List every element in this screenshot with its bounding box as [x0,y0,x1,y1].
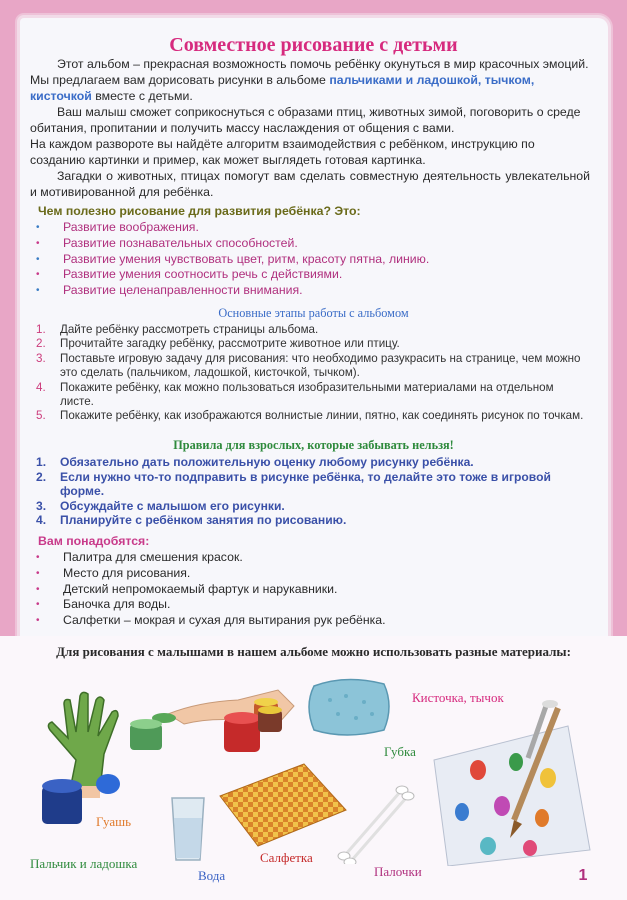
list-item [36,337,586,351]
label-sticks: Палочки [374,864,422,879]
list-item: • Развитие познавательных способностей. [36,236,429,252]
intro-paragraph-2: Ваш малыш сможет соприкоснуться с образами птиц, животных зимой, поговорить о среде обитания, пропитании и получить массу наслаждения от общения с вами. [30,105,581,135]
item-text: Поставьте игровую задачу для рисования: что необходимо разукрасить на странице, чем можно это сделать (пальчиком, ладошкой, кисточкой, тычком). [60,351,581,380]
item-number: 4. [36,513,47,528]
item-text: Обсуждайте с малышом его рисунки. [60,498,285,513]
item-text: Дайте ребёнку рассмотреть страницы альбома. [60,323,319,336]
benefits-list [36,220,429,299]
label-napkin: Салфетка [260,850,313,865]
list-item: • Палитра для смешения красок. [36,550,386,566]
label-sponge: Губка [384,744,416,759]
intro-paragraph-3: На каждом развороте вы найдёте алгоритм взаимодействия с ребёнком, инструкцию по созданию картинки и пример, как может выглядеть готовая картинка. [30,137,535,167]
item-text: Обязательно дать положительную оценку любому рисунку ребёнка. [60,455,474,469]
label-brush: Кисточка, тычок [412,690,504,705]
list-item: • Развитие целенаправленности внимания. [36,283,429,299]
stages-list [36,323,586,424]
intro-text: Этот альбом – прекрасная возможность помочь ребёнку окунуться в мир красочных эмоций. Мы предлагаем вам дорисовать рисунки в альбоме [30,57,589,87]
page-number: 1 [578,867,588,884]
label-water: Вода [198,868,226,883]
intro-highlight: пальчиками и ладошкой, тычком, кисточкой [30,72,535,103]
page-title: Совместное рисование с детьми [169,34,458,56]
item-number: 1. [36,323,46,336]
cotton-sticks-icon [336,782,416,864]
list-item [36,513,586,528]
list-item: • Развитие воображения. [36,220,429,236]
list-item: • Место для рисования. [36,566,386,582]
red-paint-jar-icon [220,704,286,760]
item-number: 4. [36,380,46,394]
list-item: • Детский непромокаемый фартук и нарукавники. [36,582,386,598]
label-gouache: Гуашь [96,814,132,829]
intro-paragraph-4: Загадки о животных, птицах помогут вам сделать совместную деятельность увлекательной и мотивированной для ребёнка. [30,169,590,199]
stages-heading: Основные этапы работы с альбомом [218,306,409,320]
list-item: • Салфетки – мокрая и сухая для вытирания рук ребёнка. [36,613,386,629]
item-number: 3. [36,351,46,365]
list-item [36,470,586,499]
materials-heading: Для рисования с малышами в нашем альбоме можно использовать разные материалы: [56,644,571,659]
list-item: • Баночка для воды. [36,597,386,613]
needed-list [36,550,386,629]
list-item [36,323,586,337]
item-number: 3. [36,498,47,513]
brush-palette-icon [418,700,598,866]
rules-heading: Правила для взрослых, которые забывать нельзя! [173,438,454,452]
benefits-heading: Чем полезно рисование для развития ребёнка? Это: [38,204,361,218]
needed-heading: Вам понадобятся: [38,534,150,548]
napkin-icon [218,762,348,848]
list-item [36,455,586,470]
list-item [36,409,586,423]
item-text: Покажите ребёнку, как можно пользоваться изобразительными материалами на отдельном листе. [60,380,554,409]
water-glass-icon [168,794,208,864]
item-text: Покажите ребёнку, как изображаются волнистые линии, пятно, как соединять рисунок по точкам. [60,409,584,423]
list-item: • Развитие умения соотносить речь с действиями. [36,267,429,283]
list-item [36,381,586,410]
intro-paragraph-1 [30,57,590,104]
item-number: 1. [36,455,47,469]
list-item [36,352,586,381]
item-number: 2. [36,469,47,484]
item-text: Если нужно что-то подправить в рисунке ребёнка, то делайте это тоже в игровой форме. [60,469,551,499]
label-finger: Пальчик и ладошка [30,856,138,871]
list-item: • Развитие умения чувствовать цвет, ритм, красоту пятна, линию. [36,252,429,268]
item-number: 5. [36,409,46,423]
item-text: Прочитайте загадку ребёнку, рассмотрите животное или птицу. [60,337,400,351]
item-text: Планируйте с ребёнком занятия по рисованию. [60,513,347,528]
sponge-icon [306,676,392,740]
list-item [36,499,586,514]
item-number: 2. [36,337,46,351]
intro-text-end: вместе с детьми. [91,88,193,103]
rules-list [36,455,586,528]
